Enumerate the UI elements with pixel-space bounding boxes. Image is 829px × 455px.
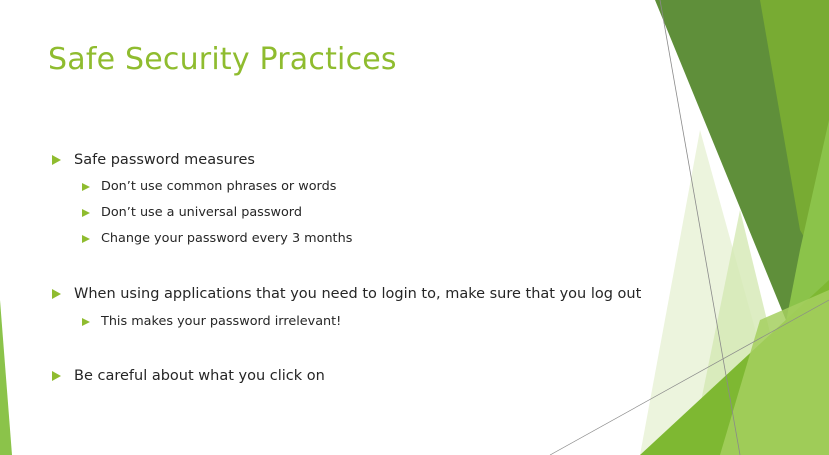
- bullet-arrow-icon: [52, 155, 61, 165]
- bullet-arrow-icon: [82, 183, 90, 191]
- bullet-text: Don’t use a universal password: [101, 205, 302, 220]
- bullet-item: [52, 152, 255, 168]
- sub-bullet-item: [82, 179, 336, 194]
- bullet-arrow-icon: [82, 318, 90, 326]
- sub-bullet-item: [82, 205, 302, 220]
- bullet-text: This makes your password irrelevant!: [101, 314, 342, 329]
- bullet-arrow-icon: [82, 209, 90, 217]
- slide-title: Safe Security Practices: [48, 42, 397, 77]
- bullet-item: [52, 368, 325, 384]
- bullet-arrow-icon: [82, 235, 90, 243]
- bullet-arrow-icon: [52, 289, 61, 299]
- bullet-text: Don’t use common phrases or words: [101, 179, 337, 194]
- bullet-arrow-icon: [52, 371, 61, 381]
- sub-bullet-item: [82, 231, 352, 246]
- bullet-text: Change your password every 3 months: [101, 231, 353, 246]
- bullet-text: When using applications that you need to login to, make sure that you log out: [74, 286, 642, 302]
- bullet-item: [52, 286, 641, 302]
- bullet-text: Safe password measures: [74, 152, 255, 168]
- left-green-sliver: [0, 300, 12, 455]
- sub-bullet-item: [82, 314, 341, 329]
- bullet-text: Be careful about what you click on: [74, 368, 325, 384]
